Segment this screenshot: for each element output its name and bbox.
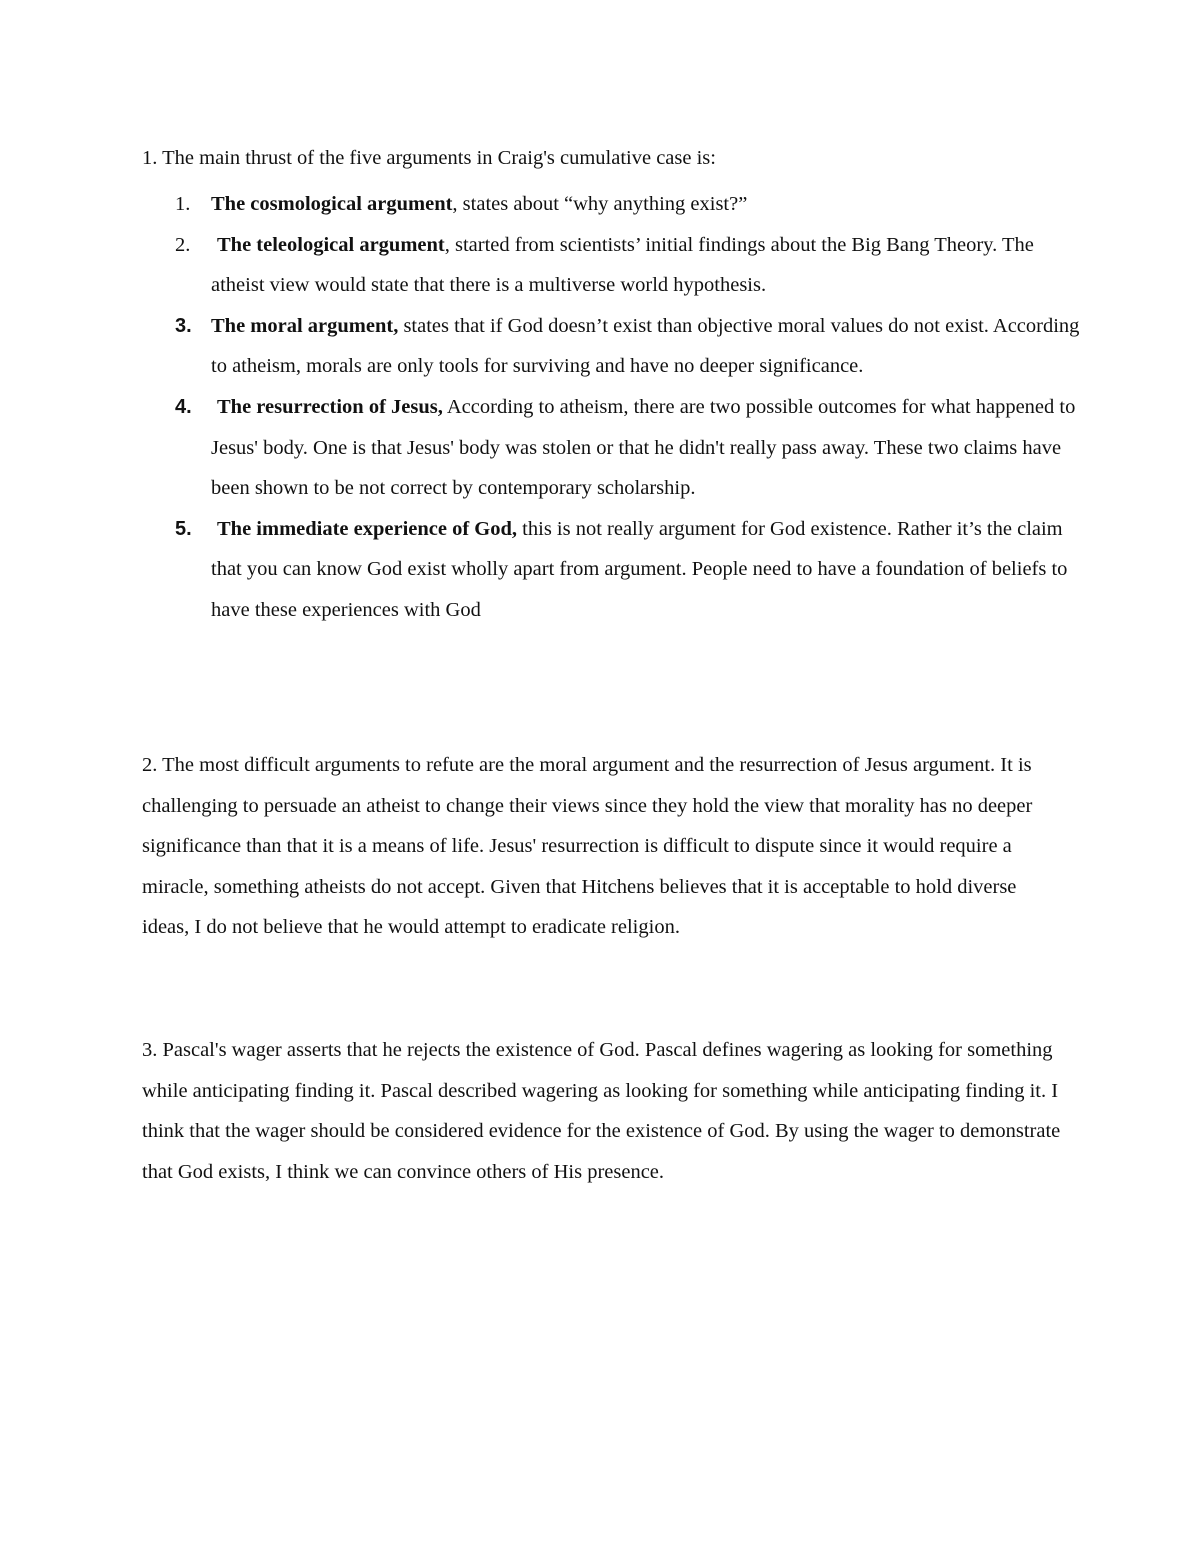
- argument-item-teleological: [142, 225, 1082, 306]
- argument-title: The cosmological argument: [211, 193, 453, 215]
- argument-list: [142, 184, 1082, 631]
- argument-item-experience: [142, 509, 1082, 631]
- argument-title: The immediate experience of God,: [217, 517, 518, 540]
- argument-item-moral: [142, 306, 1082, 387]
- question-1-intro: 1. The main thrust of the five arguments in Craig's cumulative case is:: [142, 147, 716, 169]
- argument-text: According to atheism, there are two possible outcomes for what happened to Jesus' body. One is that Jesus' body was stolen or that he didn't really pass away. These two claims have been shown to be not correct by contemporary scholarship.: [211, 395, 1076, 500]
- argument-title: The teleological argument: [217, 233, 445, 256]
- argument-item-resurrection: [142, 387, 1082, 509]
- question-3-answer: 3. Pascal's wager asserts that he rejects the existence of God. Pascal defines wagering as looking for something while anticipating finding it. Pascal described wagering as looking for something while anticipating finding it. I think that the wager should be considered evidence for the existence of God. By using the wager to demonstrate that God exists, I think we can convince others of His presence.: [142, 1039, 1061, 1183]
- argument-title: The resurrection of Jesus,: [217, 395, 443, 418]
- argument-number: 5.: [175, 517, 192, 540]
- argument-text: , started from scientists’ initial findings about the Big Bang Theory. The atheist view would state that there is a multiverse world hypothesis.: [211, 233, 1034, 297]
- argument-number: 3.: [175, 314, 192, 337]
- argument-title: The moral argument,: [211, 314, 399, 337]
- argument-text: , states about “why anything exist?”: [452, 193, 748, 215]
- question-2-answer: 2. The most difficult arguments to refute are the moral argument and the resurrection of Jesus argument. It is challenging to persuade an atheist to change their views since they hold the view that morality has no deeper significance than that it is a means of life. Jesus' resurrection is difficult to dispute since it would require a miracle, something atheists do not accept. Given that Hitchens believes that it is acceptable to hold diverse ideas, I do not believe that he would attempt to eradicate religion.: [142, 754, 1033, 939]
- argument-item-cosmological: [142, 184, 1082, 225]
- argument-text: this is not really argument for God existence. Rather it’s the claim that you can know God exist wholly apart from argument. People need to have a foundation of beliefs to have these experiences with God: [211, 517, 1068, 621]
- argument-number: 2.: [175, 233, 191, 256]
- argument-text: states that if God doesn’t exist than objective moral values do not exist. According to atheism, morals are only tools for surviving and have no deeper significance.: [211, 314, 1080, 378]
- argument-number: 4.: [175, 395, 192, 418]
- argument-number: 1.: [175, 193, 191, 215]
